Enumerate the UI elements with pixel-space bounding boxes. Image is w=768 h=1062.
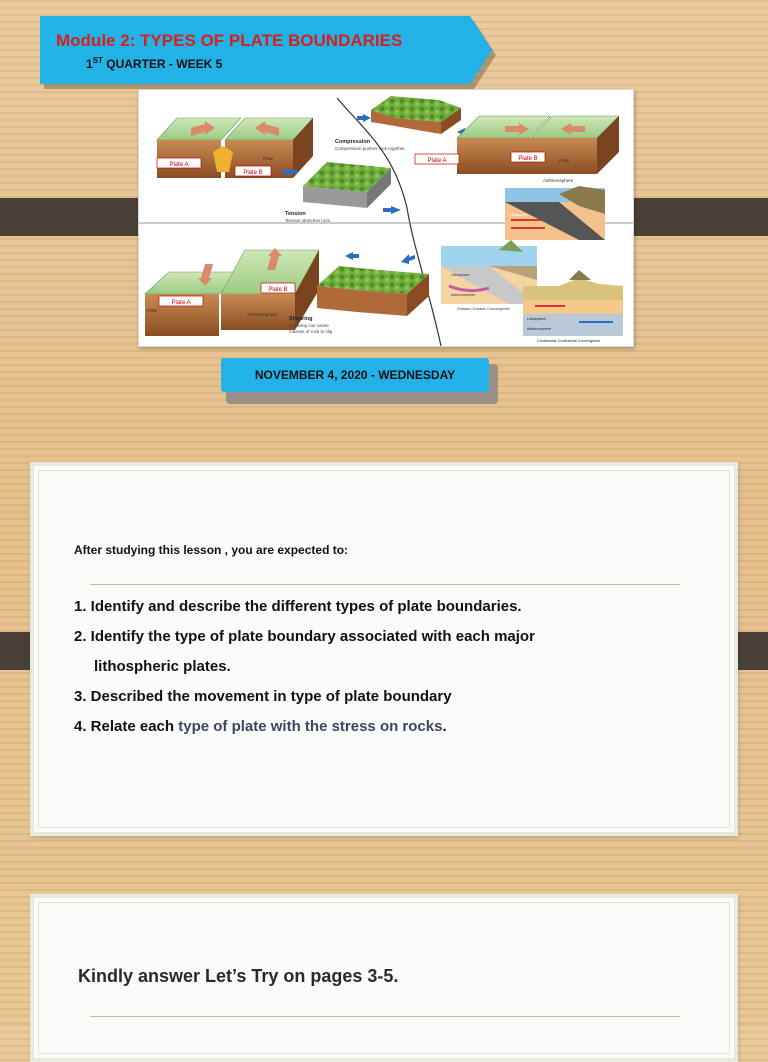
plate-boundaries-illustration <box>139 90 633 346</box>
svg-text:Plate B: Plate B <box>268 287 288 293</box>
objectives-intro: After studying this lesson , you are expected to: <box>74 543 349 557</box>
svg-text:Asthenosphere: Asthenosphere <box>247 312 278 317</box>
svg-text:Plate A: Plate A <box>171 300 191 306</box>
svg-text:Plate A: Plate A <box>427 158 447 164</box>
objective-item-continued: lithospheric plates. <box>94 658 231 675</box>
subduction-panel <box>505 186 605 240</box>
objective-item: 2. Identify the type of plate boundary associated with each major <box>74 628 535 645</box>
svg-text:Plate: Plate <box>559 158 570 163</box>
svg-text:Compression: Compression <box>335 139 371 145</box>
objective-item: 4. Relate each type of plate with the stress on rocks. <box>74 718 447 735</box>
svg-text:Tension stretches rock.: Tension stretches rock. <box>285 218 332 223</box>
svg-text:Asthenosphere: Asthenosphere <box>527 327 552 331</box>
compression-diagram <box>335 96 471 151</box>
slide-tab-left <box>0 198 155 236</box>
continental-convergence-diagram <box>523 270 623 343</box>
quarter-week: 1ST QUARTER - WEEK 5 <box>86 56 223 71</box>
plate-boundaries-figure <box>138 89 634 347</box>
svg-text:Oceanic-Oceanic Convergence: Oceanic-Oceanic Convergence <box>457 307 510 311</box>
svg-text:Lithosphere: Lithosphere <box>527 317 546 321</box>
svg-text:Plate: Plate <box>147 308 158 313</box>
oceanic-convergence-diagram <box>441 240 537 311</box>
svg-text:Shearing can cause: Shearing can cause <box>289 323 329 328</box>
svg-text:Plate: Plate <box>263 156 274 161</box>
svg-text:Plate A: Plate A <box>169 162 189 168</box>
slide-tab-right <box>613 198 768 236</box>
svg-text:Lithosphere: Lithosphere <box>509 213 528 217</box>
svg-text:Asthenosphere: Asthenosphere <box>543 178 574 183</box>
divider-line <box>90 1016 680 1017</box>
date-badge: NOVEMBER 4, 2020 - WEDNESDAY <box>221 358 489 392</box>
objectives-list <box>74 592 535 742</box>
svg-text:masses of rock to slip.: masses of rock to slip. <box>289 329 334 334</box>
divider-line <box>90 584 680 585</box>
module-title: Module 2: TYPES OF PLATE BOUNDARIES <box>56 31 403 50</box>
svg-text:Compression pushes rock togeth: Compression pushes rock together. <box>335 146 406 151</box>
svg-text:Shearing: Shearing <box>289 316 313 322</box>
svg-text:Plate B: Plate B <box>518 156 538 162</box>
objective-item: 1. Identify and describe the different types of plate boundaries. <box>74 598 522 615</box>
svg-text:Continental-Continental Conver: Continental-Continental Convergence <box>537 339 601 343</box>
objective-item: 3. Described the movement in type of plate boundary <box>74 688 452 705</box>
svg-text:Lithosphere: Lithosphere <box>451 273 470 277</box>
svg-text:Tension: Tension <box>285 211 306 217</box>
svg-text:Asthenosphere: Asthenosphere <box>451 293 476 297</box>
svg-text:Plate B: Plate B <box>243 170 263 176</box>
divergent-diagram <box>157 118 313 178</box>
instruction-text: Kindly answer Let’s Try on pages 3-5. <box>78 966 399 986</box>
